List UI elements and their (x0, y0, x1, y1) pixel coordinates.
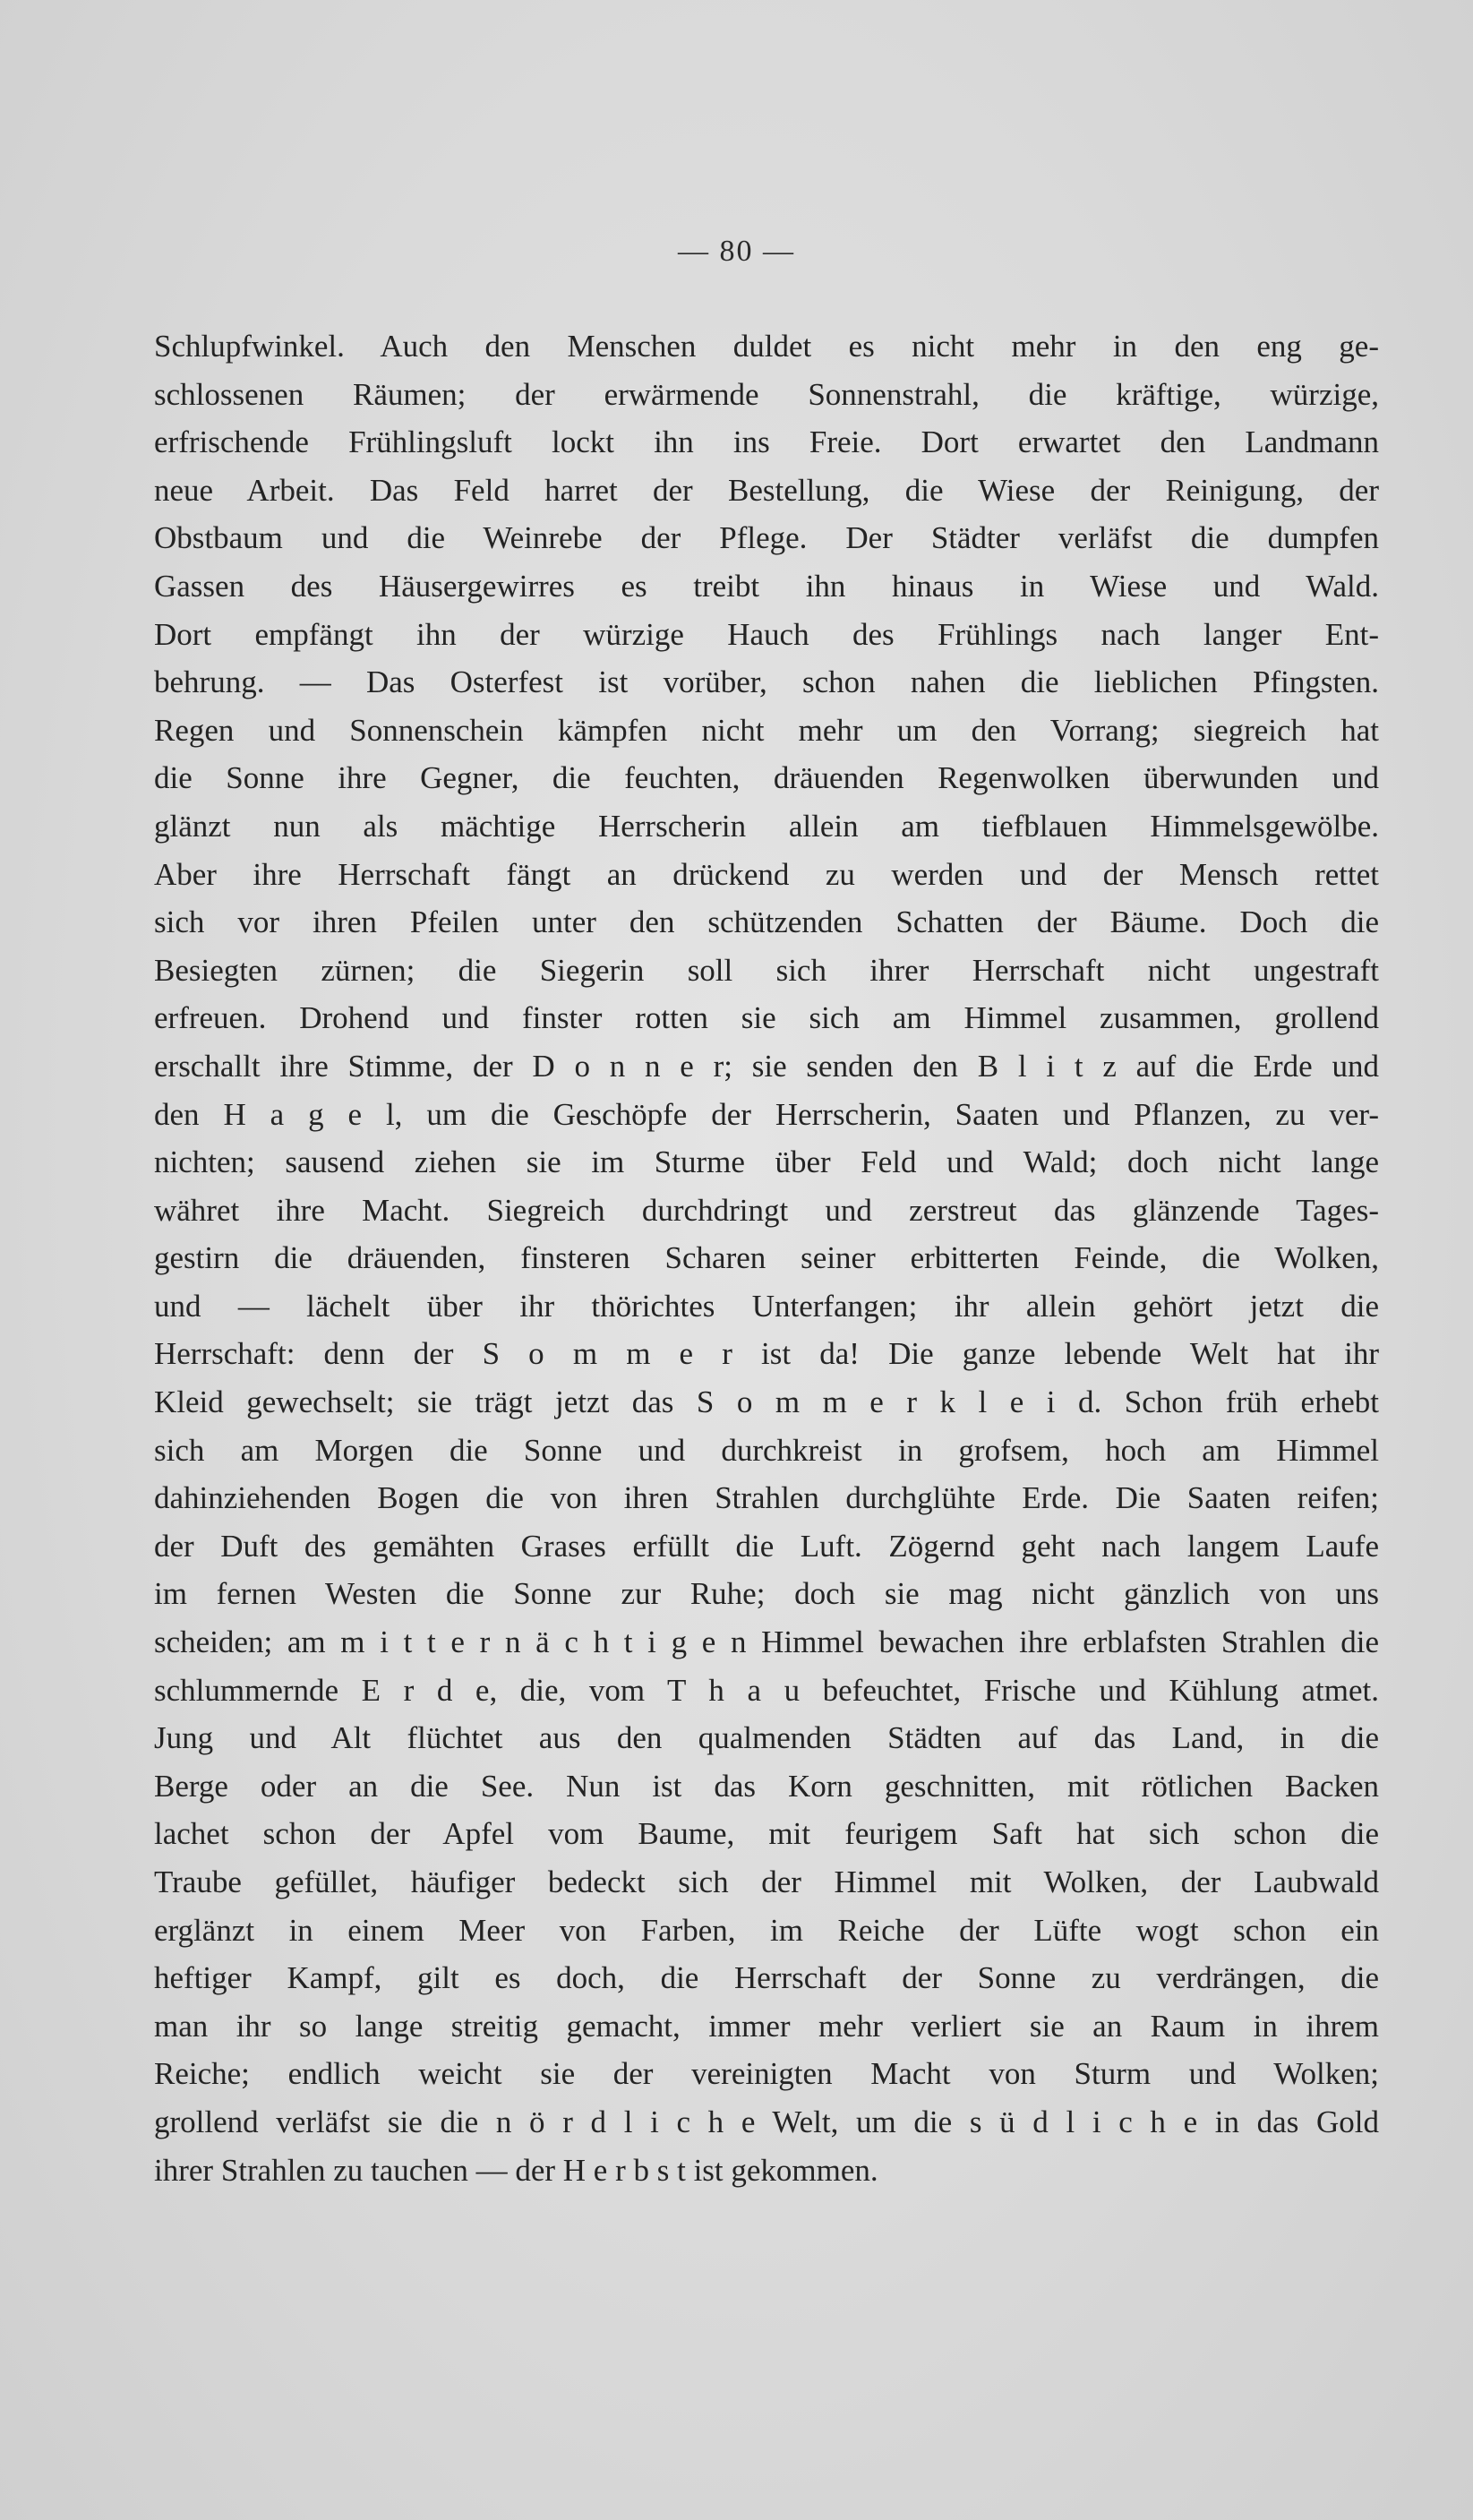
text-line: gestirn die dräuenden, finsteren Scharen seiner erbitterten Feinde, die Wolken, (154, 1240, 1379, 1276)
text-line: Herrschaft: denn der S o m m e r ist da! Die ganze lebende Welt hat ihr (154, 1336, 1379, 1372)
text-line: Reiche; endlich weicht sie der vereinigten Macht von Sturm und Wolken; (154, 2056, 1379, 2092)
text-line: Obstbaum und die Weinrebe der Pflege. Der Städter verläfst die dumpfen (154, 520, 1379, 556)
text-line: schlossenen Räumen; der erwärmende Sonnenstrahl, die kräftige, würzige, (154, 376, 1379, 412)
text-line: Dort empfängt ihn der würzige Hauch des Frühlings nach langer Ent- (154, 616, 1379, 652)
page-number: — 80 — (678, 235, 795, 268)
text-line: behrung. — Das Osterfest ist vorüber, schon nahen die lieblichen Pfingsten. (154, 664, 1379, 700)
text-line: erfrischende Frühlingsluft lockt ihn ins Freie. Dort erwartet den Landmann (154, 424, 1379, 460)
text-line: heftiger Kampf, gilt es doch, die Herrschaft der Sonne zu verdrängen, die (154, 1960, 1379, 1996)
text-line: Schlupfwinkel. Auch den Menschen duldet es nicht mehr in den eng ge- (154, 329, 1379, 364)
text-line: die Sonne ihre Gegner, die feuchten, dräuenden Regenwolken überwunden und (154, 760, 1379, 796)
text-line: den H a g e l, um die Geschöpfe der Herrscherin, Saaten und Pflanzen, zu ver- (154, 1096, 1379, 1132)
text-line: Gassen des Häusergewirres es treibt ihn hinaus in Wiese und Wald. (154, 568, 1379, 604)
text-line: scheiden; am m i t t e r n ä c h t i g e n Himmel bewachen ihre erblafsten Strahlen die (154, 1624, 1379, 1660)
text-line: erglänzt in einem Meer von Farben, im Reiche der Lüfte wogt schon ein (154, 1912, 1379, 1948)
body-text (154, 322, 1379, 2194)
text-line: glänzt nun als mächtige Herrscherin allein am tiefblauen Himmelsgewölbe. (154, 808, 1379, 844)
text-line: und — lächelt über ihr thörichtes Unterfangen; ihr allein gehört jetzt die (154, 1288, 1379, 1324)
text-line: nichten; sausend ziehen sie im Sturme über Feld und Wald; doch nicht lange (154, 1144, 1379, 1180)
text-line: Traube gefüllet, häufiger bedeckt sich der Himmel mit Wolken, der Laubwald (154, 1864, 1379, 1899)
text-line: erschallt ihre Stimme, der D o n n e r; sie senden den B l i t z auf die Erde und (154, 1048, 1379, 1084)
text-line: sich am Morgen die Sonne und durchkreist in grofsem, hoch am Himmel (154, 1432, 1379, 1468)
text-line: der Duft des gemähten Grases erfüllt die Luft. Zögernd geht nach langem Laufe (154, 1528, 1379, 1564)
text-line: dahinziehenden Bogen die von ihren Strahlen durchglühte Erde. Die Saaten reifen; (154, 1480, 1379, 1516)
text-line: Berge oder an die See. Nun ist das Korn geschnitten, mit rötlichen Backen (154, 1768, 1379, 1804)
text-line: im fernen Westen die Sonne zur Ruhe; doch sie mag nicht gänzlich von uns (154, 1576, 1379, 1612)
text-line: lachet schon der Apfel vom Baume, mit feurigem Saft hat sich schon die (154, 1816, 1379, 1852)
text-line: Aber ihre Herrschaft fängt an drückend zu werden und der Mensch rettet (154, 856, 1379, 892)
text-line: ihrer Strahlen zu tauchen — der H e r b s t ist gekommen. (154, 2152, 878, 2188)
text-line: grollend verläfst sie die n ö r d l i c h e Welt, um die s ü d l i c h e in das Gold (154, 2104, 1379, 2139)
text-line: währet ihre Macht. Siegreich durchdringt und zerstreut das glänzende Tages- (154, 1192, 1379, 1228)
text-line: erfreuen. Drohend und finster rotten sie sich am Himmel zusammen, grollend (154, 1000, 1379, 1036)
text-line: Besiegten zürnen; die Siegerin soll sich ihrer Herrschaft nicht ungestraft (154, 952, 1379, 988)
text-line: man ihr so lange streitig gemacht, immer mehr verliert sie an Raum in ihrem (154, 2008, 1379, 2044)
text-line: neue Arbeit. Das Feld harret der Bestellung, die Wiese der Reinigung, der (154, 472, 1379, 508)
text-line: sich vor ihren Pfeilen unter den schützenden Schatten der Bäume. Doch die (154, 904, 1379, 940)
text-line: Kleid gewechselt; sie trägt jetzt das S o m m e r k l e i d. Schon früh erhebt (154, 1384, 1379, 1420)
text-line: Jung und Alt flüchtet aus den qualmenden Städten auf das Land, in die (154, 1720, 1379, 1756)
text-line: schlummernde E r d e, die, vom T h a u befeuchtet, Frische und Kühlung atmet. (154, 1672, 1379, 1708)
text-line: Regen und Sonnenschein kämpfen nicht mehr um den Vorrang; siegreich hat (154, 712, 1379, 748)
